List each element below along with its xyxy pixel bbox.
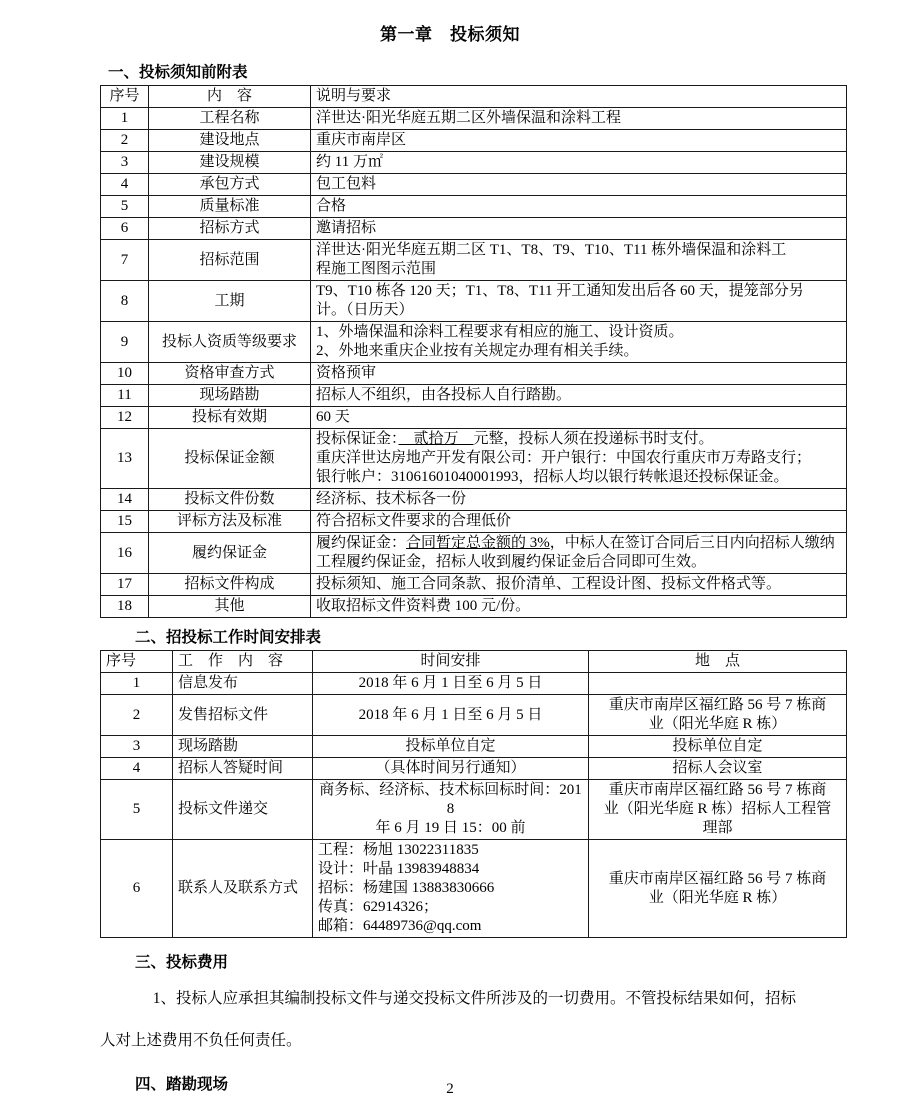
table-row: [101, 240, 847, 281]
pre-bid-annex-table: [100, 85, 847, 618]
row-no: 10: [101, 363, 149, 385]
table-row: [101, 574, 847, 596]
bid-bond-bank-line: 重庆洋世达房地产开发有限公司：开户银行：中国农行重庆市万寿路支行；: [316, 450, 812, 466]
row-no: 12: [101, 407, 149, 429]
table-row: [101, 673, 847, 695]
row-item: 资格审查方式: [149, 363, 311, 385]
table-row: [101, 511, 847, 533]
row-place: 重庆市南岸区福红路 56 号 7 栋商 业（阳光华庭 R 栋）招标人工程管 理部: [589, 780, 847, 840]
row-item: 建设地点: [149, 130, 311, 152]
row-no: 3: [101, 736, 173, 758]
row-no: 15: [101, 511, 149, 533]
header-work: 工 作 内 容: [173, 651, 313, 673]
section-1-heading: 一、投标须知前附表: [108, 64, 248, 81]
row-item: 投标保证金额: [149, 429, 311, 489]
row-desc: 经济标、技术标各一份: [311, 489, 847, 511]
schedule-table: [100, 650, 847, 938]
row-desc: 1、外墙保温和涂料工程要求有相应的施工、设计资质。 2、外地来重庆企业按有关规定办理有相关手续。: [311, 322, 847, 363]
table-row: [101, 196, 847, 218]
row-work: 联系人及联系方式: [173, 840, 313, 938]
row-item: 招标文件构成: [149, 574, 311, 596]
table-row: [101, 281, 847, 322]
table-row: [101, 533, 847, 574]
row-item: 投标人资质等级要求: [149, 322, 311, 363]
row-item: 评标方法及标准: [149, 511, 311, 533]
row-work: 发售招标文件: [173, 695, 313, 736]
table-row: [101, 407, 847, 429]
row-no: 6: [101, 218, 149, 240]
row-item: 招标方式: [149, 218, 311, 240]
row-work: 信息发布: [173, 673, 313, 695]
row-desc: 投标须知、施工合同条款、报价清单、工程设计图、投标文件格式等。: [311, 574, 847, 596]
table-row: [101, 218, 847, 240]
row-time: （具体时间另行通知）: [313, 758, 589, 780]
row-desc: 合格: [311, 196, 847, 218]
row-work: 现场踏勘: [173, 736, 313, 758]
row-desc: 洋世达·阳光华庭五期二区外墙保温和涂料工程: [311, 108, 847, 130]
table-row: [101, 322, 847, 363]
table-row: [101, 596, 847, 618]
table-row: [101, 489, 847, 511]
row-place: 投标单位自定: [589, 736, 847, 758]
row-work: 招标人答疑时间: [173, 758, 313, 780]
row-desc-bid-bond: [311, 429, 847, 489]
row-time: 商务标、经济标、技术标回标时间：2018 年 6 月 19 日 15：00 前: [313, 780, 589, 840]
row-no: 6: [101, 840, 173, 938]
performance-bond-suffix: ，中标人在签订合同后三日内向招标人缴纳工程履约保证金，招标人收到履约保证金后合同即可生效。: [316, 535, 835, 570]
row-place: 招标人会议室: [589, 758, 847, 780]
row-item: 招标范围: [149, 240, 311, 281]
table-header-row: [101, 651, 847, 673]
row-item: 承包方式: [149, 174, 311, 196]
row-no: 5: [101, 196, 149, 218]
header-no: 序号: [101, 86, 149, 108]
row-item: 建设规模: [149, 152, 311, 174]
row-desc: 资格预审: [311, 363, 847, 385]
row-item: 投标文件份数: [149, 489, 311, 511]
row-place: [589, 673, 847, 695]
section-4-heading: 四、踏勘现场: [135, 1076, 229, 1093]
table-row: [101, 385, 847, 407]
row-item: 履约保证金: [149, 533, 311, 574]
section-3-heading: 三、投标费用: [135, 954, 229, 971]
page-number: 2: [446, 1081, 454, 1097]
row-desc: T9、T10 栋各 120 天；T1、T8、T11 开工通知发出后各 60 天，提笼部分另 计。（日历天）: [311, 281, 847, 322]
row-desc: 重庆市南岸区: [311, 130, 847, 152]
document-content: [100, 60, 846, 1094]
row-item: 工程名称: [149, 108, 311, 130]
bid-bond-suffix: 元整，投标人须在投递标书时支付。: [473, 431, 714, 447]
table-row: [101, 780, 847, 840]
row-item: 现场踏勘: [149, 385, 311, 407]
row-item: 工期: [149, 281, 311, 322]
row-item: 投标有效期: [149, 407, 311, 429]
bid-bond-amount-underlined: 贰拾万: [398, 431, 474, 447]
bid-bond-account-line: 银行帐户：31061601040001993，招标人均以银行转帐退还投标保证金。: [316, 469, 789, 485]
row-desc: 符合招标文件要求的合理低价: [311, 511, 847, 533]
section-2-heading: 二、招投标工作时间安排表: [135, 629, 322, 646]
row-no: 11: [101, 385, 149, 407]
row-no: 5: [101, 780, 173, 840]
row-no: 1: [101, 108, 149, 130]
table-row: [101, 840, 847, 938]
header-desc: 说明与要求: [311, 86, 847, 108]
row-desc: 包工包料: [311, 174, 847, 196]
row-no: 4: [101, 174, 149, 196]
row-desc: 60 天: [311, 407, 847, 429]
table-row: [101, 152, 847, 174]
table-row: [101, 130, 847, 152]
row-place: 重庆市南岸区福红路 56 号 7 栋商 业（阳光华庭 R 栋）: [589, 840, 847, 938]
row-contact-info: 工程：杨旭 13022311835 设计：叶晶 13983948834 招标：杨建国 13883830666 传真：62914326； 邮箱：64489736@qq.com: [313, 840, 589, 938]
row-no: 3: [101, 152, 149, 174]
row-no: 18: [101, 596, 149, 618]
header-time: 时间安排: [313, 651, 589, 673]
row-desc: 洋世达·阳光华庭五期二区 T1、T8、T9、T10、T11 栋外墙保温和涂料工 程施工图图示范围: [311, 240, 847, 281]
row-place: 重庆市南岸区福红路 56 号 7 栋商 业（阳光华庭 R 栋）: [589, 695, 847, 736]
row-no: 7: [101, 240, 149, 281]
row-no: 8: [101, 281, 149, 322]
header-no: 序号: [101, 651, 173, 673]
row-no: 17: [101, 574, 149, 596]
row-no: 13: [101, 429, 149, 489]
row-desc-performance-bond: [311, 533, 847, 574]
table-row: [101, 174, 847, 196]
header-place: 地 点: [589, 651, 847, 673]
row-no: 1: [101, 673, 173, 695]
row-desc: 招标人不组织，由各投标人自行踏勘。: [311, 385, 847, 407]
row-desc: 约 11 万㎡: [311, 152, 847, 174]
row-desc: 收取招标文件资料费 100 元/份。: [311, 596, 847, 618]
row-no: 16: [101, 533, 149, 574]
table-row: [101, 695, 847, 736]
row-desc: 邀请招标: [311, 218, 847, 240]
table-row: [101, 758, 847, 780]
row-no: 14: [101, 489, 149, 511]
performance-bond-underlined: 合同暂定总金额的 3%: [406, 535, 550, 551]
table-header-row: [101, 86, 847, 108]
table-row: [101, 429, 847, 489]
row-work: 投标文件递交: [173, 780, 313, 840]
row-no: 9: [101, 322, 149, 363]
row-no: 4: [101, 758, 173, 780]
row-no: 2: [101, 130, 149, 152]
document-title: 第一章 投标须知: [380, 25, 520, 44]
table-row: [101, 736, 847, 758]
performance-bond-prefix: 履约保证金：: [316, 535, 407, 551]
row-item: 质量标准: [149, 196, 311, 218]
row-item: 其他: [149, 596, 311, 618]
row-time: 投标单位自定: [313, 736, 589, 758]
header-item: 内 容: [149, 86, 311, 108]
row-no: 2: [101, 695, 173, 736]
row-time: 2018 年 6 月 1 日至 6 月 5 日: [313, 695, 589, 736]
row-time: 2018 年 6 月 1 日至 6 月 5 日: [313, 673, 589, 695]
bid-cost-paragraph: 1、投标人应承担其编制投标文件与递交投标文件所涉及的一切费用。不管投标结果如何，招标 人对上述费用不负任何责任。: [100, 990, 796, 1049]
table-row: [101, 108, 847, 130]
table-row: [101, 363, 847, 385]
bid-bond-prefix: 投标保证金：: [316, 431, 399, 447]
